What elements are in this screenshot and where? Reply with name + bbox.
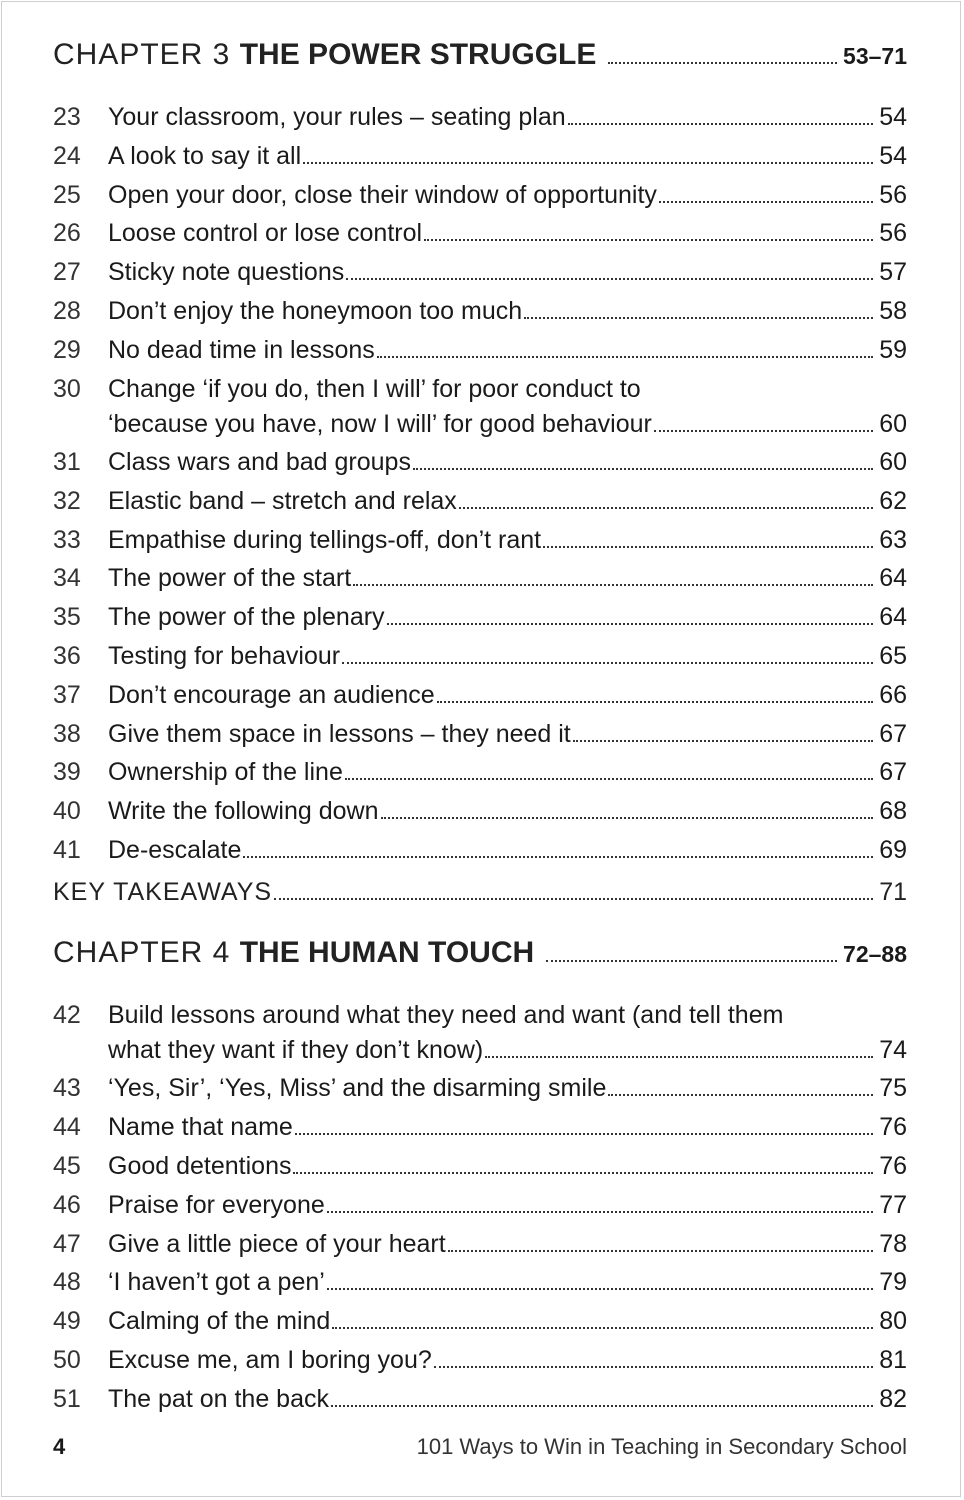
toc-entry[interactable] <box>53 294 907 329</box>
entry-title: Class wars and bad groups <box>108 447 411 476</box>
entry-title: The power of the plenary <box>108 603 385 632</box>
dot-leader <box>327 1211 873 1213</box>
toc-entry[interactable] <box>53 216 907 251</box>
entry-number: 30 <box>53 374 81 403</box>
entry-title: Open your door, close their window of opportunity <box>108 180 657 209</box>
dot-leader <box>524 317 873 319</box>
entry-number: 50 <box>53 1345 81 1374</box>
toc-entry[interactable] <box>53 1382 907 1417</box>
entry-number: 23 <box>53 103 81 131</box>
entry-page-number: 66 <box>879 680 907 709</box>
entry-line <box>108 216 907 251</box>
entry-line <box>108 794 907 829</box>
dot-leader <box>608 62 837 64</box>
entry-title-line2-row <box>108 1033 907 1068</box>
entry-number: 29 <box>53 335 81 364</box>
toc-entry[interactable] <box>53 833 907 868</box>
chapter-title: THE HUMAN TOUCH <box>239 936 535 969</box>
entry-line <box>108 561 907 596</box>
toc-entry[interactable] <box>53 600 907 635</box>
dot-leader <box>434 1366 873 1368</box>
entry-line <box>108 255 907 290</box>
entry-page-number: 67 <box>879 758 907 787</box>
entry-number: 27 <box>53 258 81 287</box>
entry-line <box>108 294 907 329</box>
chapter-section <box>53 936 907 1413</box>
key-takeaways-page: 71 <box>879 877 907 906</box>
toc-entry[interactable] <box>53 794 907 829</box>
dot-leader <box>448 1250 874 1252</box>
entry-page-number: 64 <box>879 564 907 593</box>
entry-number: 49 <box>53 1307 81 1336</box>
dot-leader <box>303 162 873 164</box>
dot-leader <box>485 1056 873 1058</box>
entry-number: 33 <box>53 525 81 554</box>
entry-line <box>108 1227 907 1262</box>
entry-number: 45 <box>53 1151 81 1180</box>
toc-entry[interactable] <box>53 639 907 674</box>
chapter-number: CHAPTER 4 <box>53 936 231 969</box>
entry-page-number: 80 <box>879 1307 907 1336</box>
entry-title-line1: Build lessons around what they need and want (and tell them <box>108 1001 784 1029</box>
chapter-section <box>53 38 907 906</box>
dot-leader <box>573 740 873 742</box>
toc-entry[interactable] <box>53 717 907 752</box>
entry-title: Ownership of the line <box>108 758 343 787</box>
entry-page-number: 77 <box>879 1190 907 1219</box>
toc-entry[interactable] <box>53 372 907 442</box>
toc-entry[interactable] <box>53 1071 907 1106</box>
entry-body <box>108 372 907 442</box>
entry-title: Give them space in lessons – they need it <box>108 719 571 748</box>
entry-line <box>108 833 907 868</box>
entry-title: Give a little piece of your heart <box>108 1229 446 1258</box>
dot-leader <box>424 239 873 241</box>
toc-entry[interactable] <box>53 998 907 1068</box>
entry-line <box>108 1304 907 1339</box>
toc-entry[interactable] <box>53 561 907 596</box>
chapter-number: CHAPTER 3 <box>53 38 231 71</box>
entry-title-line2: ‘because you have, now I will’ for good behaviour <box>108 409 652 438</box>
chapter-label <box>53 38 606 72</box>
dot-leader <box>293 1172 873 1174</box>
entry-body <box>108 998 907 1068</box>
running-title: 101 Ways to Win in Teaching in Secondary School <box>416 1434 907 1459</box>
toc-entry[interactable] <box>53 1149 907 1184</box>
dot-leader <box>377 356 873 358</box>
entry-page-number: 65 <box>879 641 907 670</box>
entry-title-line1: Change ‘if you do, then I will’ for poor conduct to <box>108 374 641 403</box>
entry-page-number: 76 <box>879 1151 907 1180</box>
toc-entry[interactable] <box>53 178 907 213</box>
chapter-heading <box>53 38 907 78</box>
entry-title: Write the following down <box>108 797 379 826</box>
toc-entry[interactable] <box>53 755 907 790</box>
entry-page-number: 74 <box>879 1036 907 1064</box>
entry-line <box>108 1188 907 1223</box>
toc-entry[interactable] <box>53 445 907 480</box>
entry-title: The pat on the back <box>108 1384 329 1413</box>
dot-leader <box>353 584 873 586</box>
toc-entry[interactable] <box>53 255 907 290</box>
entry-page-number: 62 <box>879 486 907 515</box>
entry-title-line2: what they want if they don’t know) <box>108 1036 484 1064</box>
entry-number: 25 <box>53 180 81 209</box>
entry-title: The power of the start <box>108 564 352 593</box>
entry-line <box>108 1343 907 1378</box>
entry-page-number: 82 <box>879 1384 907 1413</box>
dot-leader <box>274 898 873 900</box>
dot-leader <box>345 778 873 780</box>
dot-leader <box>543 546 873 548</box>
entry-title: Name that name <box>108 1113 293 1142</box>
entry-title: Praise for everyone <box>108 1190 325 1219</box>
entry-title: ‘I haven’t got a pen’ <box>108 1268 325 1297</box>
entry-number: 43 <box>53 1074 81 1103</box>
entry-line <box>108 678 907 713</box>
entry-number: 48 <box>53 1268 81 1297</box>
entry-number: 40 <box>53 797 81 826</box>
entry-page-number: 60 <box>879 409 907 438</box>
dot-leader <box>243 856 873 858</box>
dot-leader <box>327 1288 873 1290</box>
dot-leader <box>546 960 837 962</box>
entry-number: 34 <box>53 564 81 593</box>
entry-page-number: 76 <box>879 1113 907 1142</box>
dot-leader <box>654 430 873 432</box>
dot-leader <box>295 1133 873 1135</box>
dot-leader <box>346 278 873 280</box>
entry-title: Sticky note questions <box>108 258 345 287</box>
toc-entry[interactable] <box>53 523 907 558</box>
entry-title: ‘Yes, Sir’, ‘Yes, Miss’ and the disarming smile <box>108 1074 607 1103</box>
dot-leader <box>342 662 873 664</box>
chapter-heading <box>53 936 907 976</box>
entry-line <box>108 523 907 558</box>
page-footer <box>53 1434 907 1460</box>
toc-entry[interactable] <box>53 1304 907 1339</box>
entry-line <box>108 100 907 135</box>
entry-title: A look to say it all <box>108 141 302 170</box>
entry-number: 42 <box>53 1001 81 1029</box>
dot-leader <box>568 123 874 125</box>
dot-leader <box>387 623 874 625</box>
entry-page-number: 57 <box>879 258 907 287</box>
entry-number: 44 <box>53 1113 81 1142</box>
dot-leader <box>381 817 874 819</box>
entry-line <box>108 1265 907 1300</box>
chapter-page-range: 72–88 <box>843 941 907 967</box>
entry-line <box>108 717 907 752</box>
entry-title-line2-row <box>108 407 907 442</box>
entry-page-number: 54 <box>879 141 907 170</box>
entry-number: 26 <box>53 219 81 248</box>
entry-line <box>108 755 907 790</box>
dot-leader <box>332 1327 873 1329</box>
dot-leader <box>331 1405 873 1407</box>
entry-line <box>108 139 907 174</box>
entry-title: Don’t enjoy the honeymoon too much <box>108 297 523 325</box>
chapter-title: THE POWER STRUGGLE <box>239 38 597 71</box>
entry-page-number: 58 <box>879 297 907 325</box>
entry-page-number: 64 <box>879 603 907 632</box>
entry-title: Empathise during tellings-off, don’t rant <box>108 525 542 554</box>
entry-title: Testing for behaviour <box>108 641 341 670</box>
entry-number: 32 <box>53 486 81 515</box>
entry-number: 31 <box>53 447 81 476</box>
entry-page-number: 56 <box>879 219 907 248</box>
entry-number: 37 <box>53 680 81 709</box>
entry-number: 24 <box>53 141 81 170</box>
entry-page-number: 68 <box>879 797 907 826</box>
toc-entry[interactable] <box>53 1227 907 1262</box>
key-takeaways-entry[interactable] <box>53 878 907 907</box>
entry-title: Loose control or lose control <box>108 219 423 248</box>
entry-page-number: 69 <box>879 835 907 864</box>
toc-entry[interactable] <box>53 484 907 519</box>
entry-number: 41 <box>53 835 81 864</box>
entry-line <box>108 1071 907 1106</box>
toc-entry[interactable] <box>53 678 907 713</box>
entry-line <box>108 600 907 635</box>
entry-line <box>108 639 907 674</box>
entry-line <box>108 1110 907 1145</box>
entry-number: 38 <box>53 719 81 748</box>
entry-line <box>108 445 907 480</box>
entry-number: 51 <box>53 1384 81 1413</box>
entry-title: Don’t encourage an audience <box>108 680 435 709</box>
entry-line <box>108 178 907 213</box>
entry-number: 36 <box>53 641 81 670</box>
entry-page-number: 54 <box>879 103 907 131</box>
entry-page-number: 63 <box>879 525 907 554</box>
toc-entry[interactable] <box>53 1188 907 1223</box>
dot-leader <box>659 201 873 203</box>
dot-leader <box>459 507 873 509</box>
dot-leader <box>608 1094 873 1096</box>
page-number: 4 <box>53 1434 66 1459</box>
entry-page-number: 59 <box>879 335 907 364</box>
entry-number: 35 <box>53 603 81 632</box>
entry-number: 47 <box>53 1229 81 1258</box>
entry-title: Excuse me, am I boring you? <box>108 1345 432 1374</box>
entry-number: 46 <box>53 1190 81 1219</box>
entry-page-number: 75 <box>879 1074 907 1103</box>
entry-page-number: 79 <box>879 1268 907 1297</box>
toc-entry[interactable] <box>53 1265 907 1300</box>
toc-entry[interactable] <box>53 333 907 368</box>
entry-title: De-escalate <box>108 835 242 864</box>
toc-entry[interactable] <box>53 1110 907 1145</box>
entry-line <box>108 484 907 519</box>
entry-page-number: 67 <box>879 719 907 748</box>
entry-title: Your classroom, your rules – seating plan <box>108 103 566 131</box>
entry-number: 39 <box>53 758 81 787</box>
entry-number: 28 <box>53 297 81 325</box>
chapter-page-range: 53–71 <box>843 43 907 69</box>
key-takeaways-label: KEY TAKEAWAYS <box>53 877 273 906</box>
entry-line <box>108 333 907 368</box>
entry-title: No dead time in lessons <box>108 335 375 364</box>
toc-entry[interactable] <box>53 139 907 174</box>
entry-page-number: 56 <box>879 180 907 209</box>
entry-title: Calming of the mind <box>108 1307 331 1336</box>
entry-title: Good detentions <box>108 1151 292 1180</box>
entry-title: Elastic band – stretch and relax <box>108 486 457 515</box>
entry-page-number: 78 <box>879 1229 907 1258</box>
toc-entry[interactable] <box>53 1343 907 1378</box>
dot-leader <box>437 701 874 703</box>
dot-leader <box>413 468 873 470</box>
entry-page-number: 60 <box>879 447 907 476</box>
toc-entry[interactable] <box>53 100 907 135</box>
entry-page-number: 81 <box>879 1345 907 1374</box>
chapter-label <box>53 936 544 970</box>
entry-line <box>108 1149 907 1184</box>
entry-line <box>108 1382 907 1417</box>
